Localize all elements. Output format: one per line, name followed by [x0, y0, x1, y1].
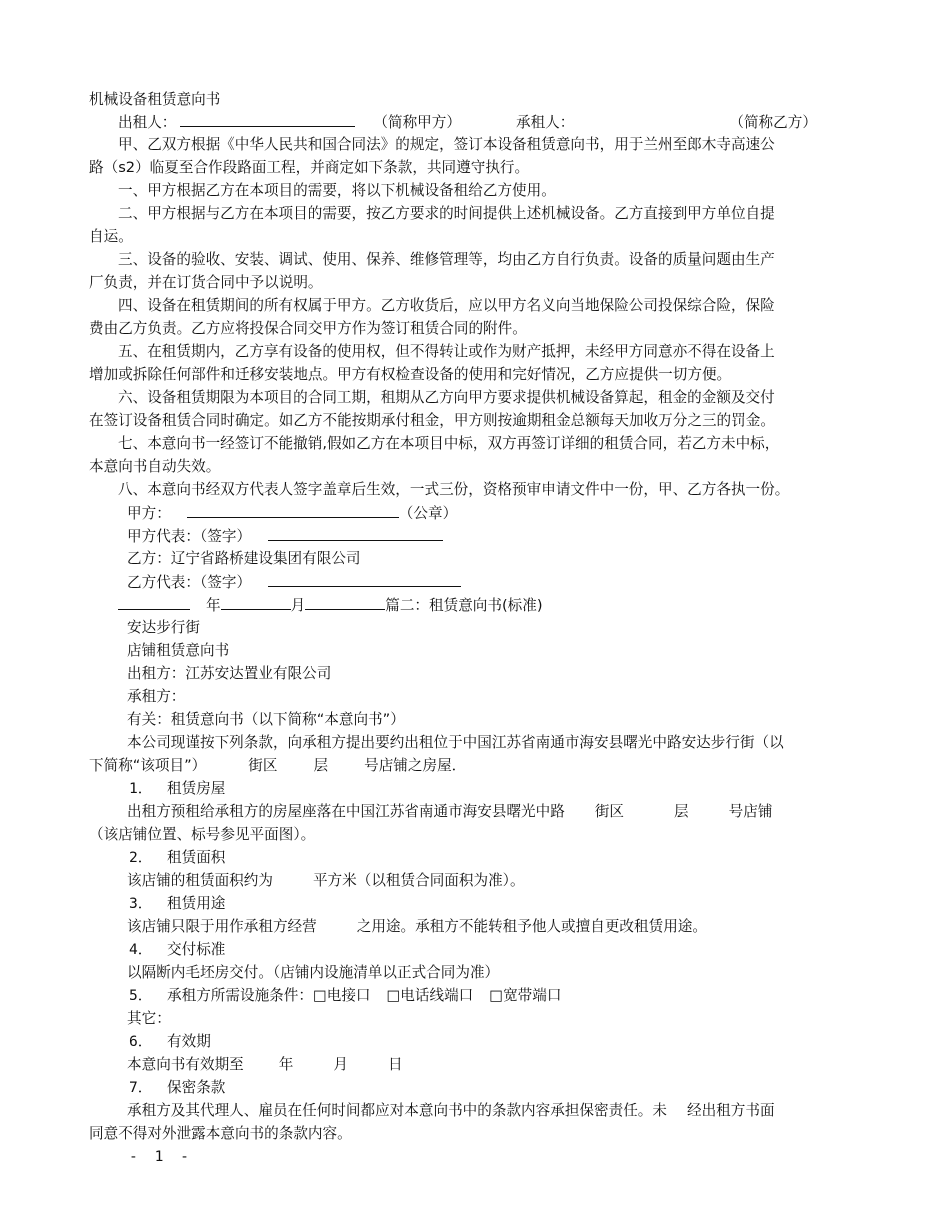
lessor-line	[118, 111, 817, 134]
clause-4-line-2: 费由乙方负责。乙方应将投保合同交甲方作为签订租赁合同的附件。	[89, 320, 527, 337]
section-7-text-2: 同意不得对外泄露本意向书的条款内容。	[89, 1125, 352, 1142]
month-blank-1	[221, 594, 291, 610]
section-7-title: 保密条款	[167, 1079, 226, 1096]
section-1-block-label: 街区	[594, 803, 625, 820]
party-a-blank	[187, 502, 399, 518]
offer-block-label: 街区	[248, 757, 278, 774]
facility-phone-option: □电话线端口	[386, 987, 474, 1004]
section-7-text-a: 承租方及其代理人、雇员在任何时间都应对本意向书中的条款内容承担保密责任。未	[127, 1102, 667, 1119]
party-b-rep-label: 乙方代表：（签字）	[127, 574, 252, 591]
clause-5-line-2: 增加或拆除任何部件和迁移安装地点。甲方有权检查设备的使用和完好情况，乙方应提供一切方便。	[89, 366, 732, 383]
section-7-text-1	[127, 1100, 775, 1122]
section-4-heading	[129, 939, 225, 961]
month-label: 月	[290, 597, 306, 614]
section-1-text-2: （该店铺位置、标号参见平面图）。	[89, 826, 316, 843]
section-4-text: 以隔断内毛坯房交付。（店铺内设施清单以正式合同为准）	[127, 964, 500, 981]
section-3-title: 租赁用途	[167, 895, 226, 912]
section-2-text-b: 平方米（以租赁合同面积为准）。	[312, 872, 525, 889]
section-1-text-a: 出租方预租给承租方的房屋座落在中国江苏省南通市海安县曙光中路	[127, 803, 565, 820]
section-6-title: 有效期	[167, 1033, 211, 1050]
clause-3-line-2: 厂负责，并在订货合同中予以说明。	[89, 274, 323, 291]
lessor-abbr: （简称甲方）	[373, 114, 461, 131]
month-blank-2	[305, 594, 385, 610]
offer-floor-label: 层	[313, 757, 329, 774]
clause-6-line-2: 在签订设备租赁合同时确定。如乙方不能按期承付租金，甲方则按逾期租金总额每天加收万分之三的罚金。	[89, 412, 775, 429]
section-1-text-1	[127, 801, 772, 823]
section-3-text	[127, 916, 707, 938]
lessor-label: 出租人：	[118, 114, 177, 131]
clause-3-line-1: 三、设备的验收、安装、调试、使用、保养、维修管理等，均由乙方自行负责。设备的质量问题由生产	[118, 251, 775, 268]
section-1-shop-label: 号店铺	[728, 803, 773, 820]
intro-line-2: 路（s2）临夏至合作段路面工程，并商定如下条款，共同遵守执行。	[89, 159, 530, 176]
section-5-number: 5．	[129, 987, 153, 1004]
section-4-title: 交付标准	[167, 941, 226, 958]
section-6-text-a: 本意向书有效期至	[127, 1056, 244, 1073]
section-2-title: 租赁面积	[167, 849, 226, 866]
clause-2-line-1: 二、甲方根据与乙方在本项目的需要，按乙方要求的时间提供上述机械设备。乙方直接到甲方单位自提	[118, 205, 775, 222]
facility-power-option: 承租方所需设施条件：□电接口	[167, 987, 371, 1004]
intro-line-1: 甲、乙双方根据《中华人民共和国合同法》的规定，签订本设备租赁意向书，用于兰州至郎木寺高速公	[118, 136, 775, 153]
party-a-rep-blank	[268, 525, 443, 541]
validity-year-label: 年	[278, 1056, 294, 1073]
section-4-number: 4．	[129, 941, 153, 958]
section-1-heading	[129, 778, 225, 800]
clause-5-line-1: 五、在租赁期内，乙方享有设备的使用权，但不得转让或作为财产抵押，未经甲方同意亦不得在设备上	[118, 343, 775, 360]
section-1-number: 1．	[129, 780, 153, 797]
street-name: 安达步行街	[127, 619, 200, 636]
section-3-text-a: 该店铺只限于用作承租方经营	[127, 918, 317, 935]
section-2-number: 2．	[129, 849, 153, 866]
section-1-floor-label: 层	[674, 803, 689, 820]
lessee-field: 承租方：	[127, 688, 186, 705]
reference-line: 有关：租赁意向书（以下简称“本意向书”）	[127, 711, 405, 728]
offer-line-2	[89, 755, 466, 777]
party-b-rep-line	[127, 571, 461, 594]
section-3-heading	[129, 893, 225, 915]
section-6-number: 6．	[129, 1033, 153, 1050]
offer-shop-label: 号店铺之房屋．	[364, 757, 467, 774]
lessee-abbr: （简称乙方）	[729, 114, 817, 131]
section-7-number: 7．	[129, 1079, 153, 1096]
offer-line-1: 本公司现谨按下列条款，向承租方提出要约出租位于中国江苏省南通市海安县曙光中路安达步行街（以	[127, 734, 784, 751]
section-3-number: 3．	[129, 895, 153, 912]
shop-lease-title: 店铺租赁意向书	[127, 642, 230, 659]
year-blank	[118, 594, 190, 610]
offer-line-2-part-a: 下简称“该项目”）	[89, 757, 207, 774]
party-a-rep-line	[127, 525, 443, 548]
section-7-heading	[129, 1077, 225, 1099]
validity-month-label: 月	[333, 1056, 348, 1073]
section-1-title: 租赁房屋	[167, 780, 226, 797]
lessor-company: 出租方：江苏安达置业有限公司	[127, 665, 332, 682]
party-a-label: 甲方：	[127, 505, 171, 522]
section-3-text-b: 之用途。承租方不能转租予他人或擅自更改租赁用途。	[356, 918, 707, 935]
clause-8: 八、本意向书经双方代表人签字盖章后生效，一式三份，资格预审申请文件中一份，甲、乙方各执一份。	[118, 481, 790, 498]
clause-6-line-1: 六、设备租赁期限为本项目的合同工期，租期从乙方向甲方要求提供机械设备算起，租金的金额及交付	[118, 389, 775, 406]
section-6-heading	[129, 1031, 211, 1053]
clause-2-line-2: 自运。	[89, 228, 133, 245]
validity-day-label: 日	[387, 1056, 403, 1073]
party-b-rep-blank	[268, 571, 461, 587]
page-number: - 1 -	[129, 1148, 193, 1165]
lessee-label: 承租人：	[515, 114, 575, 131]
section-2-text-a: 该店铺的租赁面积约为	[127, 872, 273, 889]
clause-4-line-1: 四、设备在租赁期间的所有权属于甲方。乙方收货后，应以甲方名义向当地保险公司投保综合险，保险	[118, 297, 775, 314]
party-b-line: 乙方：辽宁省路桥建设集团有限公司	[127, 550, 361, 567]
clause-1: 一、甲方根据乙方在本项目的需要，将以下机械设备租给乙方使用。	[118, 182, 556, 199]
party-a-rep-label: 甲方代表：（签字）	[127, 528, 252, 545]
clause-7-line-1: 七、本意向书一经签订不能撤销,假如乙方在本项目中标，双方再签订详细的租赁合同，若乙方未中标，	[118, 435, 780, 452]
year-label: 年	[206, 597, 221, 614]
party-a-line	[127, 502, 457, 525]
part-two-heading: 篇二：租赁意向书(标准)	[385, 597, 543, 614]
doc-title: 机械设备租赁意向书	[89, 91, 221, 108]
section-5-heading	[129, 985, 561, 1007]
facility-broadband-option: □宽带端口	[489, 987, 562, 1004]
section-7-text-b: 经出租方书面	[686, 1102, 775, 1119]
section-6-text	[127, 1054, 403, 1076]
section-5-other: 其它：	[127, 1010, 171, 1027]
seal-label: （公章）	[398, 505, 458, 522]
lessor-blank	[180, 111, 355, 127]
section-2-text	[127, 870, 525, 892]
section-2-heading	[129, 847, 225, 869]
clause-7-line-2: 本意向书自动失效。	[89, 458, 221, 475]
date-line	[118, 594, 543, 617]
